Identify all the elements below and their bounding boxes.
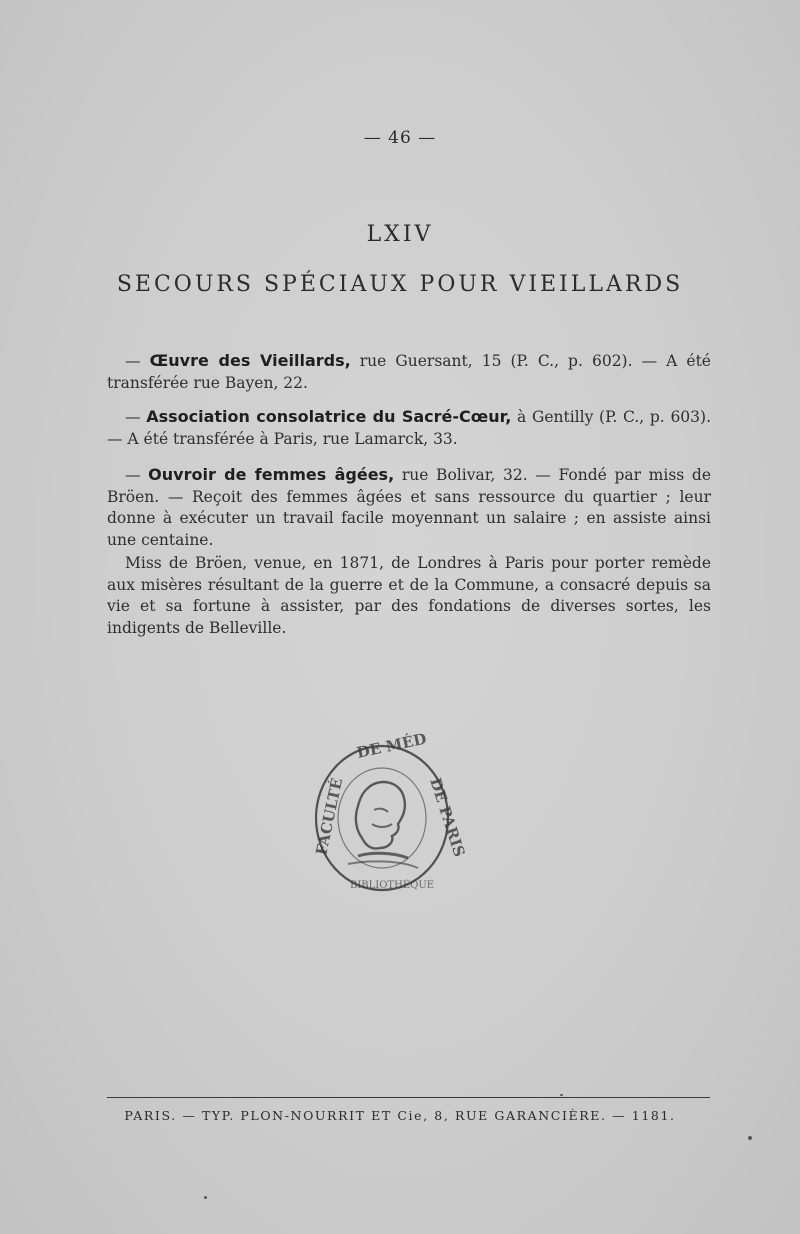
entry-name: Ouvroir de femmes âgées, [148, 465, 395, 484]
chapter-number: LXIV [366, 222, 434, 247]
entry-text: à Gentilly (P. C., p. 603). — A été transférée à Paris, rue Lamarck, 33. [107, 408, 712, 448]
entry-name: Association consolatrice du Sacré-Cœur, [146, 407, 512, 426]
svg-text:DE MÉD: DE MÉD [355, 729, 429, 762]
footer-rule [107, 1097, 710, 1098]
chapter-title: SECOURS SPÉCIAUX POUR VIEILLARDS [116, 272, 684, 297]
scan-speck [560, 1094, 563, 1096]
entry-dash: — [125, 352, 150, 370]
entry-dash: — [125, 466, 149, 484]
entry-name: Œuvre des Vieillards, [149, 351, 351, 370]
page-number: — 46 — [363, 128, 437, 148]
entry-ouvroir-femmes-agees [107, 464, 711, 551]
entry-association-sacre-coeur [107, 406, 711, 450]
svg-text:FACULTÉ: FACULTÉ [312, 776, 347, 857]
entry-oeuvre-vieillards [107, 350, 711, 394]
printer-imprint: PARIS. — TYP. PLON-NOURRIT ET Cie, 8, RUE GARANCIÈRE. — 1181. [124, 1108, 676, 1123]
svg-text:DE PARIS: DE PARIS [426, 775, 469, 860]
note-miss-de-broen: Miss de Bröen, venue, en 1871, de Londres à Paris pour porter remède aux misères résultant de la guerre et de la Commune, a consacré depuis sa vie et sa fortune à assister, par des fondations de diverses sortes, les indigents de Belleville. [107, 554, 711, 637]
entry-text: rue Guersant, 15 (P. C., p. 602). — A été transférée rue Bayen, 22. [107, 352, 711, 392]
svg-text:BIBLIOTHÈQUE: BIBLIOTHÈQUE [350, 880, 435, 891]
entry-dash: — [125, 408, 147, 426]
library-stamp-icon [308, 729, 469, 898]
entry-text: rue Bolivar, 32. — Fondé par miss de Bröen. — Reçoit des femmes âgées et sans ressource du quartier ; leur donne à exécuter un travail facile moyennant un salaire ; en assiste ainsi une centaine. [107, 466, 712, 549]
scan-speck [748, 1136, 752, 1140]
scan-speck [204, 1196, 207, 1199]
